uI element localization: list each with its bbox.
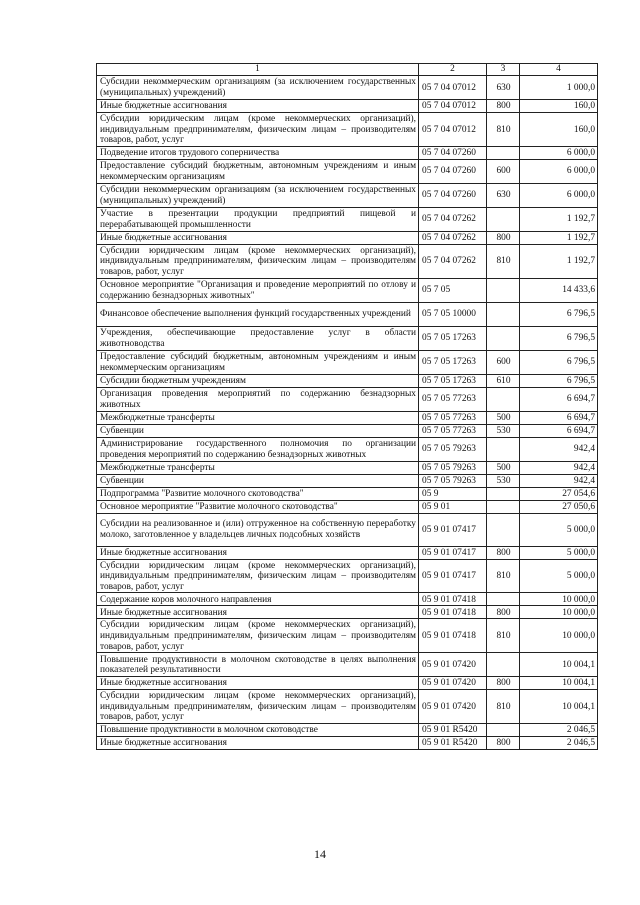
table-row (97, 461, 598, 474)
row-amount-cell: 6 694,7 (520, 411, 598, 424)
row-amount-cell: 6 796,5 (520, 374, 598, 387)
table-row (97, 231, 598, 244)
row-amount-cell: 6 000,0 (520, 159, 598, 183)
table-header (97, 64, 598, 76)
table-row (97, 387, 598, 411)
row-name-cell: Субсидии юридическим лицам (кроме некоммерческих организаций), индивидуальным предпринимателям, физическим лицам – производителям товаров, работ, услуг (97, 244, 419, 278)
row-code-cell: 05 7 05 77263 (419, 411, 487, 424)
row-type-cell (487, 326, 520, 350)
row-amount-cell: 14 433,6 (520, 278, 598, 302)
row-type-cell: 810 (487, 619, 520, 653)
row-code-cell: 05 7 05 17263 (419, 326, 487, 350)
row-type-cell: 800 (487, 736, 520, 749)
row-name-cell: Иные бюджетные ассигнования (97, 677, 419, 690)
row-code-cell: 05 7 04 07260 (419, 183, 487, 207)
row-code-cell: 05 7 05 79263 (419, 461, 487, 474)
row-name-cell: Повышение продуктивности в молочном скотоводстве (97, 723, 419, 736)
table-row (97, 159, 598, 183)
row-amount-cell: 6 796,5 (520, 350, 598, 374)
row-code-cell: 05 9 01 07418 (419, 593, 487, 606)
row-name-cell: Учреждения, обеспечивающие предоставление услуг в области животноводства (97, 326, 419, 350)
row-name-cell: Подпрограмма "Развитие молочного скотоводства" (97, 487, 419, 500)
row-amount-cell: 10 000,0 (520, 619, 598, 653)
row-code-cell: 05 7 05 79263 (419, 474, 487, 487)
row-name-cell: Межбюджетные трансферты (97, 411, 419, 424)
table-row (97, 100, 598, 113)
row-name-cell: Основное мероприятие "Организация и проведение мероприятий по отлову и содержанию безнадзорных животных" (97, 278, 419, 302)
table-row (97, 487, 598, 500)
row-code-cell: 05 9 01 (419, 500, 487, 513)
row-type-cell (487, 387, 520, 411)
table-row (97, 244, 598, 278)
row-name-cell: Субвенции (97, 424, 419, 437)
row-code-cell: 05 7 05 10000 (419, 302, 487, 326)
table-row (97, 677, 598, 690)
row-amount-cell: 1 192,7 (520, 231, 598, 244)
row-type-cell: 810 (487, 559, 520, 593)
row-name-cell: Основное мероприятие "Развитие молочного скотоводства" (97, 500, 419, 513)
row-type-cell: 630 (487, 76, 520, 100)
row-code-cell: 05 7 04 07262 (419, 207, 487, 231)
row-amount-cell: 942,4 (520, 461, 598, 474)
table-row (97, 723, 598, 736)
row-type-cell (487, 500, 520, 513)
row-name-cell: Субсидии юридическим лицам (кроме некоммерческих организаций), индивидуальным предпринимателям, физическим лицам – производителям товаров, работ, услуг (97, 690, 419, 724)
table-row (97, 113, 598, 147)
row-amount-cell: 5 000,0 (520, 559, 598, 593)
table-row (97, 183, 598, 207)
column-header-type: 3 (487, 64, 520, 76)
row-amount-cell: 1 192,7 (520, 244, 598, 278)
row-type-cell (487, 513, 520, 546)
column-header-code: 2 (419, 64, 487, 76)
budget-table (96, 63, 598, 750)
row-code-cell: 05 7 04 07262 (419, 231, 487, 244)
row-amount-cell: 5 000,0 (520, 546, 598, 559)
row-type-cell: 600 (487, 350, 520, 374)
table-row (97, 513, 598, 546)
row-name-cell: Субсидии юридическим лицам (кроме некоммерческих организаций), индивидуальным предпринимателям, физическим лицам – производителям товаров, работ, услуг (97, 619, 419, 653)
row-amount-cell: 5 000,0 (520, 513, 598, 546)
row-type-cell (487, 302, 520, 326)
row-code-cell: 05 7 05 77263 (419, 424, 487, 437)
row-type-cell (487, 278, 520, 302)
row-code-cell: 05 9 01 07417 (419, 513, 487, 546)
row-name-cell: Иные бюджетные ассигнования (97, 100, 419, 113)
row-name-cell: Субсидии на реализованное и (или) отгруженное на собственную переработку молоко, заготовленное у владельцев личных подсобных хозяйств (97, 513, 419, 546)
row-code-cell: 05 9 01 R5420 (419, 723, 487, 736)
row-name-cell: Содержание коров молочного направления (97, 593, 419, 606)
table-row (97, 207, 598, 231)
page-number: 14 (314, 847, 326, 861)
row-type-cell: 600 (487, 159, 520, 183)
row-amount-cell: 10 004,1 (520, 690, 598, 724)
table-row (97, 302, 598, 326)
row-code-cell: 05 9 01 07420 (419, 690, 487, 724)
row-name-cell: Межбюджетные трансферты (97, 461, 419, 474)
row-type-cell: 500 (487, 411, 520, 424)
row-amount-cell: 27 054,6 (520, 487, 598, 500)
table-row (97, 437, 598, 461)
table-row (97, 736, 598, 749)
table-row (97, 690, 598, 724)
row-name-cell: Финансовое обеспечение выполнения функций государственных учреждений (97, 302, 419, 326)
row-name-cell: Субсидии некоммерческим организациям (за исключением государственных (муниципальных) учреждений) (97, 76, 419, 100)
row-type-cell: 530 (487, 474, 520, 487)
row-type-cell (487, 207, 520, 231)
row-amount-cell: 942,4 (520, 474, 598, 487)
row-amount-cell: 10 004,1 (520, 653, 598, 677)
row-name-cell: Субсидии некоммерческим организациям (за исключением государственных (муниципальных) учреждений) (97, 183, 419, 207)
header-row (97, 64, 598, 76)
row-code-cell: 05 7 04 07012 (419, 113, 487, 147)
table-row (97, 411, 598, 424)
table-row (97, 278, 598, 302)
row-type-cell (487, 723, 520, 736)
row-code-cell: 05 9 01 07420 (419, 653, 487, 677)
row-name-cell: Субсидии юридическим лицам (кроме некоммерческих организаций), индивидуальным предпринимателям, физическим лицам – производителям товаров, работ, услуг (97, 559, 419, 593)
row-type-cell: 530 (487, 424, 520, 437)
row-code-cell: 05 9 01 07417 (419, 559, 487, 593)
row-type-cell: 800 (487, 546, 520, 559)
row-amount-cell: 2 046,5 (520, 736, 598, 749)
table-row (97, 474, 598, 487)
table-row (97, 593, 598, 606)
row-code-cell: 05 9 01 07420 (419, 677, 487, 690)
row-name-cell: Иные бюджетные ассигнования (97, 231, 419, 244)
row-amount-cell: 10 000,0 (520, 593, 598, 606)
row-amount-cell: 6 694,7 (520, 387, 598, 411)
row-code-cell: 05 9 01 R5420 (419, 736, 487, 749)
row-amount-cell: 10 004,1 (520, 677, 598, 690)
row-name-cell: Субсидии бюджетным учреждениям (97, 374, 419, 387)
row-type-cell: 630 (487, 183, 520, 207)
row-code-cell: 05 7 05 77263 (419, 387, 487, 411)
row-code-cell: 05 7 04 07262 (419, 244, 487, 278)
row-amount-cell: 6 000,0 (520, 183, 598, 207)
row-name-cell: Организация проведения мероприятий по содержанию безнадзорных животных (97, 387, 419, 411)
table-row (97, 350, 598, 374)
row-type-cell (487, 653, 520, 677)
row-name-cell: Субсидии юридическим лицам (кроме некоммерческих организаций), индивидуальным предпринимателям, физическим лицам – производителям товаров, работ, услуг (97, 113, 419, 147)
row-amount-cell: 10 000,0 (520, 606, 598, 619)
row-code-cell: 05 9 01 07418 (419, 619, 487, 653)
row-type-cell: 810 (487, 113, 520, 147)
table-row (97, 653, 598, 677)
table-row (97, 146, 598, 159)
table-row (97, 606, 598, 619)
row-name-cell: Участие в презентации продукции предприятий пищевой и перерабатывающей промышленности (97, 207, 419, 231)
row-type-cell (487, 593, 520, 606)
row-code-cell: 05 7 05 (419, 278, 487, 302)
row-type-cell (487, 146, 520, 159)
row-amount-cell: 1 192,7 (520, 207, 598, 231)
row-code-cell: 05 9 (419, 487, 487, 500)
row-name-cell: Иные бюджетные ассигнования (97, 606, 419, 619)
row-amount-cell: 6 796,5 (520, 326, 598, 350)
row-code-cell: 05 7 04 07012 (419, 76, 487, 100)
row-name-cell: Предоставление субсидий бюджетным, автономным учреждениям и иным некоммерческим организациям (97, 350, 419, 374)
table-row (97, 546, 598, 559)
row-name-cell: Предоставление субсидий бюджетным, автономным учреждениям и иным некоммерческим организациям (97, 159, 419, 183)
row-type-cell: 800 (487, 606, 520, 619)
table-row (97, 326, 598, 350)
row-code-cell: 05 7 05 79263 (419, 437, 487, 461)
table-row (97, 559, 598, 593)
column-header-amount: 4 (520, 64, 598, 76)
row-name-cell: Иные бюджетные ассигнования (97, 546, 419, 559)
table-row (97, 619, 598, 653)
table-body (97, 76, 598, 750)
row-type-cell (487, 487, 520, 500)
row-name-cell: Иные бюджетные ассигнования (97, 736, 419, 749)
row-type-cell: 800 (487, 100, 520, 113)
row-code-cell: 05 7 04 07260 (419, 159, 487, 183)
table-row (97, 424, 598, 437)
column-header-name: 1 (97, 64, 419, 76)
table-row (97, 374, 598, 387)
row-amount-cell: 6 796,5 (520, 302, 598, 326)
row-type-cell: 500 (487, 461, 520, 474)
row-code-cell: 05 7 04 07260 (419, 146, 487, 159)
row-code-cell: 05 9 01 07418 (419, 606, 487, 619)
row-name-cell: Повышение продуктивности в молочном скотоводстве в целях выполнения показателей результативности (97, 653, 419, 677)
row-amount-cell: 160,0 (520, 100, 598, 113)
row-amount-cell: 6 694,7 (520, 424, 598, 437)
row-amount-cell: 2 046,5 (520, 723, 598, 736)
row-type-cell: 810 (487, 244, 520, 278)
row-code-cell: 05 7 04 07012 (419, 100, 487, 113)
row-amount-cell: 942,4 (520, 437, 598, 461)
row-amount-cell: 27 050,6 (520, 500, 598, 513)
row-type-cell: 810 (487, 690, 520, 724)
table-row (97, 500, 598, 513)
row-type-cell: 800 (487, 677, 520, 690)
row-amount-cell: 1 000,0 (520, 76, 598, 100)
row-name-cell: Подведение итогов трудового соперничества (97, 146, 419, 159)
row-code-cell: 05 9 01 07417 (419, 546, 487, 559)
row-type-cell: 610 (487, 374, 520, 387)
row-name-cell: Администрирование государственного полномочия по организации проведения мероприятий по содержанию безнадзорных животных (97, 437, 419, 461)
row-type-cell (487, 437, 520, 461)
row-amount-cell: 6 000,0 (520, 146, 598, 159)
row-amount-cell: 160,0 (520, 113, 598, 147)
row-code-cell: 05 7 05 17263 (419, 350, 487, 374)
row-type-cell: 800 (487, 231, 520, 244)
row-name-cell: Субвенции (97, 474, 419, 487)
table-row (97, 76, 598, 100)
row-code-cell: 05 7 05 17263 (419, 374, 487, 387)
